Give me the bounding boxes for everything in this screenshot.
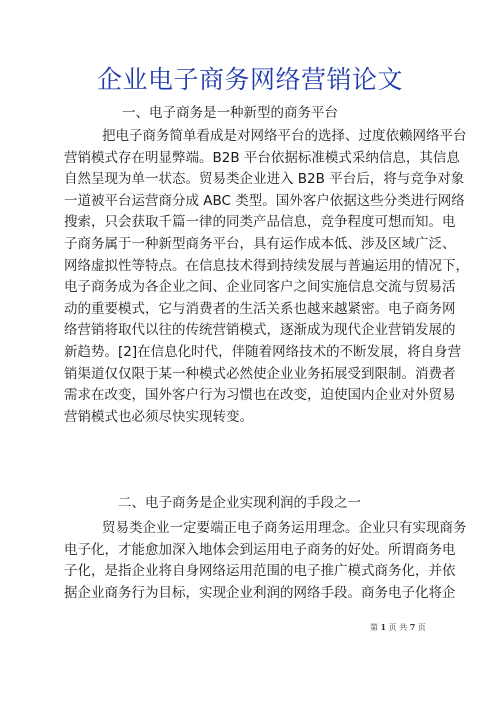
paragraph-line: 新趋势。[2]在信息化时代，伴随着网络技术的不断发展，将自身营 [64,343,462,360]
footer-middle: 页 共 [388,623,408,632]
paragraph-line: 网络虚拟性等特点。在信息技术得到持续发展与普遍运用的情况下， [64,257,469,274]
paragraph-line: 子化，是指企业将自身网络运用范围的电子推广模式商务化，并依 [64,563,456,580]
section-2-paragraph [64,518,467,604]
paragraph-line: 搜索，只会获取千篇一律的同类产品信息，竞争程度可想而知。电 [64,214,456,231]
paragraph-line: 据企业商务行为目标，实现企业利润的网络手段。商务电子化将企 [64,584,456,601]
paragraph-line: 络营销将取代以往的传统营销模式，逐渐成为现代企业营销发展的 [64,322,456,339]
section-1-paragraph [64,126,469,428]
paragraph-line: 自然呈现为单一状态。贸易类企业进入 B2B 平台后，将与竞争对象 [64,171,465,188]
paragraph-line: 销渠道仅仅限于某一种模式必然使企业业务拓展受到限制。消费者 [64,365,456,382]
section-heading-2: 二、电子商务是企业实现利润的手段之一 [118,495,361,511]
paragraph-line: 动的重要模式，它与消费者的生活关系也越来越紧密。电子商务网 [64,300,456,317]
paragraph-line: 营销模式存在明显弊端。B2B 平台依据标准模式采纳信息，其信息 [64,149,460,166]
paragraph-line: 一道被平台运营商分成 ABC 类型。国外客户依据这些分类进行网络 [64,192,465,209]
footer-prefix: 第 [370,623,378,632]
paragraph-line: 贸易类企业一定要端正电子商务运用理念。企业只有实现商务 [102,520,467,536]
section-heading-1: 一、电子商务是一种新型的商务平台 [122,105,338,121]
footer-suffix: 页 [417,623,426,632]
paragraph-line: 电子化，才能愈加深入地体会到运用电子商务的好处。所谓商务电 [64,541,456,558]
paragraph-line: 子商务属于一种新型商务平台，具有运作成本低、涉及区域广泛、 [64,235,456,252]
paragraph-line: 需求在改变，国外客户行为习惯也在改变，迫使国内企业对外贸易 [64,387,456,404]
paragraph-line: 把电子商务简单看成是对网络平台的选择、过度依赖网络平台 [102,128,467,144]
page-footer [370,622,426,633]
paragraph-line: 营销模式也必须尽快实现转变。 [64,408,253,425]
paragraph-line: 电子商务成为各企业之间、企业同客户之间实施信息交流与贸易活 [64,279,456,296]
footer-page-number: 1 [380,622,387,632]
document-title: 企业电子商务网络营销论文 [96,65,403,94]
footer-total-pages: 7 [409,622,416,632]
